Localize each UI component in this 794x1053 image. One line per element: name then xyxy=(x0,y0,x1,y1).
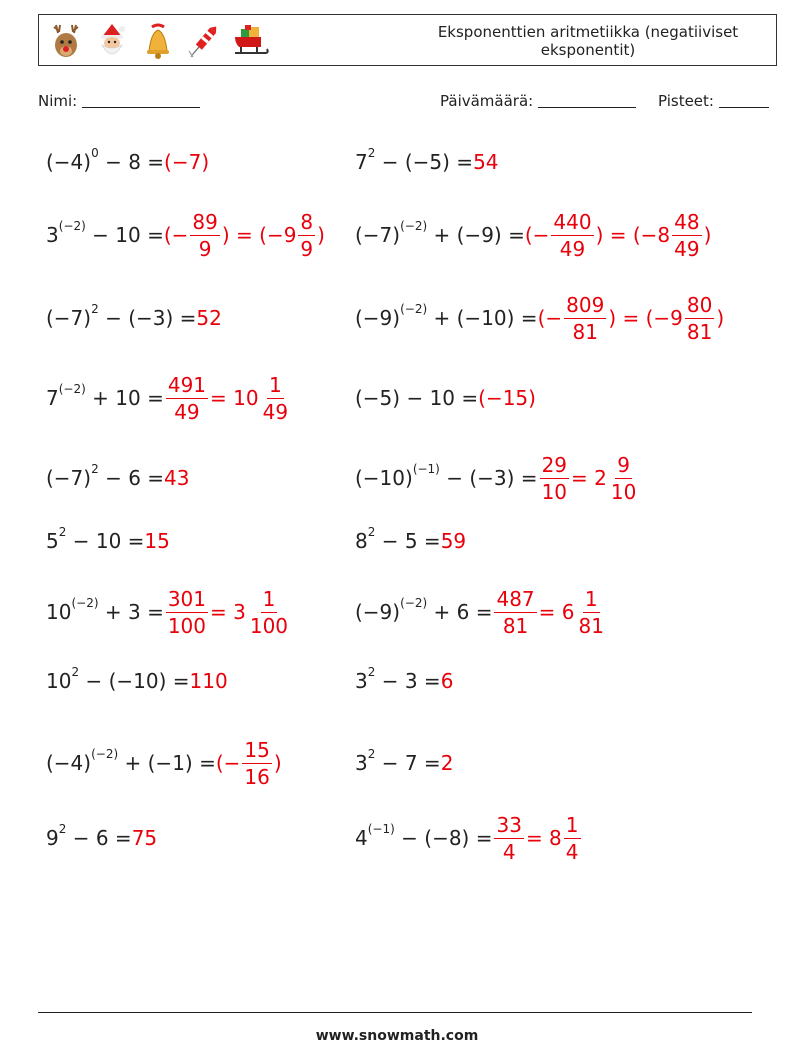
holiday-icons xyxy=(47,21,269,61)
firework-icon xyxy=(185,21,223,61)
fraction-denominator: 49 xyxy=(174,399,200,424)
fraction-denominator: 10 xyxy=(541,479,568,504)
exponent: (−2) xyxy=(400,302,428,317)
exponent: 2 xyxy=(367,146,376,161)
answer-fraction xyxy=(494,586,536,638)
fraction-numerator: 1 xyxy=(584,586,598,611)
problem-answer xyxy=(144,529,169,553)
problem-answer xyxy=(492,812,582,864)
fraction-denominator: 10 xyxy=(610,479,637,504)
date-blank xyxy=(538,93,636,108)
answer-text: ) xyxy=(273,751,282,775)
exponent: (−2) xyxy=(58,382,86,397)
problem-expression: $9^2 - 6$ = xyxy=(46,822,132,850)
problem-item xyxy=(46,651,228,711)
answer-fraction xyxy=(166,586,208,638)
problem-item xyxy=(46,448,190,508)
answer-mixed-fraction xyxy=(672,209,701,261)
fraction-numerator: 29 xyxy=(541,452,568,477)
problem-expression: $3^2 - 3$ = xyxy=(355,665,441,693)
problem-expression: $10^2 - (-10)$ = xyxy=(46,665,190,693)
exponent: 2 xyxy=(58,822,67,837)
fraction-numerator: 48 xyxy=(674,209,700,234)
answer-fraction xyxy=(564,292,606,344)
exponent: (−1) xyxy=(412,462,440,477)
problem-answer xyxy=(441,751,454,775)
name-field xyxy=(38,92,200,110)
answer-mixed-fraction xyxy=(564,812,581,864)
fraction-denominator: 81 xyxy=(578,613,604,638)
problem-item xyxy=(46,511,170,571)
answer-text: ) xyxy=(317,223,325,247)
answer-mixed-fraction xyxy=(298,209,315,261)
exponent: 2 xyxy=(58,525,67,540)
problem-item xyxy=(355,651,453,711)
problem-expression: $(-7)^{(-2)} + (-9)$ = xyxy=(355,219,525,247)
problem-answer xyxy=(473,150,498,174)
fraction-denominator: 49 xyxy=(262,399,289,424)
problem-answer xyxy=(441,529,466,553)
fraction-numerator: 1 xyxy=(565,812,579,837)
score-field xyxy=(658,92,769,110)
problem-expression: $(-4)^{(-2)} + (-1)$ = xyxy=(46,747,216,775)
problem-item xyxy=(355,368,536,428)
fraction-numerator: 1 xyxy=(262,586,276,611)
reindeer-icon xyxy=(47,21,85,61)
problem-answer xyxy=(215,737,282,789)
problem-answer xyxy=(478,386,536,410)
exponent: 2 xyxy=(71,665,80,680)
problem-item xyxy=(355,132,499,192)
problem-answer xyxy=(196,306,221,330)
fraction-numerator: 1 xyxy=(268,372,282,397)
fraction-numerator: 80 xyxy=(686,292,713,317)
fraction-denominator: 16 xyxy=(244,764,270,789)
problem-answer xyxy=(524,209,712,261)
problem-answer xyxy=(441,669,454,693)
problem-expression: $10^{(-2)} + 3$ = xyxy=(46,596,164,624)
problem-item xyxy=(355,511,466,571)
problem-answer xyxy=(132,826,157,850)
fraction-denominator: 9 xyxy=(300,236,314,261)
answer-text: ) xyxy=(703,223,712,247)
answer-text: 54 xyxy=(473,150,499,174)
problem-answer xyxy=(538,452,641,504)
problem-expression: $3^2 - 7$ = xyxy=(355,747,441,775)
answer-text: (−15) xyxy=(478,386,536,410)
problem-answer xyxy=(164,372,292,424)
problem-item xyxy=(46,368,292,428)
answer-fraction xyxy=(166,372,208,424)
footer-url: www.snowmath.com xyxy=(315,1028,479,1044)
worksheet-title: Eksponenttien aritmetiikka (negatiiviset eksponentit) xyxy=(437,23,739,59)
problem-item xyxy=(355,733,453,793)
fraction-numerator: 9 xyxy=(617,452,630,477)
exponent: (−2) xyxy=(58,219,86,234)
answer-text: (− xyxy=(215,751,241,775)
answer-mixed-fraction xyxy=(577,586,606,638)
answer-text: (− xyxy=(524,223,550,247)
name-label: Nimi: xyxy=(38,92,78,110)
problem-expression: $(-7)^2 - 6$ = xyxy=(46,462,165,490)
problem-expression: $(-4)^0 - 8$ = xyxy=(46,146,165,174)
problem-answer xyxy=(492,586,607,638)
problem-answer xyxy=(163,209,325,261)
score-label: Pisteet: xyxy=(658,92,714,110)
answer-fraction xyxy=(551,209,593,261)
fraction-numerator: 33 xyxy=(496,812,522,837)
problem-item xyxy=(355,205,711,265)
fraction-numerator: 487 xyxy=(496,586,535,611)
problem-answer xyxy=(164,586,292,638)
answer-mixed-fraction xyxy=(261,372,290,424)
answer-text: (− xyxy=(163,223,189,247)
date-label: Päivämäärä: xyxy=(440,92,534,110)
fraction-numerator: 301 xyxy=(167,586,207,611)
fraction-numerator: 8 xyxy=(300,209,314,234)
answer-fraction xyxy=(190,209,219,261)
fraction-denominator: 9 xyxy=(198,236,212,261)
answer-mixed-fraction xyxy=(248,586,290,638)
exponent: (−2) xyxy=(400,596,428,611)
problem-expression: (−5) − 10 = xyxy=(355,386,479,410)
answer-mixed-fraction xyxy=(685,292,714,344)
problem-item xyxy=(46,205,325,265)
problem-answer xyxy=(537,292,725,344)
problem-expression: $(-7)^2 - (-3)$ = xyxy=(46,302,197,330)
problem-item xyxy=(46,808,157,868)
answer-text: (−7) xyxy=(164,150,210,174)
answer-text: 52 xyxy=(196,306,222,330)
problem-item xyxy=(355,448,640,508)
problem-expression: $7^2 - (-5)$ = xyxy=(355,146,474,174)
answer-text: 75 xyxy=(131,826,158,850)
problem-item xyxy=(46,733,282,793)
answer-text: ) = (−9 xyxy=(221,223,297,247)
exponent: 2 xyxy=(91,302,99,317)
sleigh-icon xyxy=(231,21,269,61)
answer-fraction xyxy=(540,452,569,504)
exponent: (−2) xyxy=(91,747,119,762)
answer-text: 110 xyxy=(189,669,228,693)
problem-item xyxy=(355,582,608,642)
problem-expression: $7^{(-2)} + 10$ = xyxy=(46,382,164,410)
problem-expression: $5^2 - 10$ = xyxy=(46,525,145,553)
answer-text: 43 xyxy=(164,466,190,490)
name-blank xyxy=(82,93,200,108)
answer-text: ) = (−9 xyxy=(608,306,683,330)
fraction-denominator: 100 xyxy=(167,613,207,638)
exponent: (−2) xyxy=(400,219,428,234)
date-field xyxy=(440,92,636,110)
exponent: 2 xyxy=(91,462,99,477)
score-blank xyxy=(719,93,769,108)
answer-fraction xyxy=(242,737,271,789)
fraction-denominator: 81 xyxy=(502,613,529,638)
fraction-numerator: 440 xyxy=(553,209,592,234)
fraction-numerator: 89 xyxy=(192,209,218,234)
fraction-denominator: 49 xyxy=(559,236,586,261)
fraction-denominator: 49 xyxy=(674,236,700,261)
answer-text: = 3 xyxy=(210,600,246,624)
answer-fraction xyxy=(494,812,523,864)
problem-expression: $(-9)^{(-2)} + (-10)$ = xyxy=(355,302,538,330)
answer-text: ) = (−8 xyxy=(595,223,671,247)
problem-expression: $4^{(-1)} - (-8)$ = xyxy=(355,822,493,850)
fraction-numerator: 491 xyxy=(167,372,207,397)
problem-expression: $3^{(-2)} - 10$ = xyxy=(46,219,164,247)
answer-text: 6 xyxy=(440,669,454,693)
fraction-numerator: 809 xyxy=(566,292,605,317)
answer-text: (− xyxy=(537,306,563,330)
answer-text: = 2 xyxy=(571,466,607,490)
answer-mixed-fraction xyxy=(609,452,638,504)
exponent: (−1) xyxy=(367,822,395,837)
problem-item xyxy=(355,808,583,868)
bell-icon xyxy=(139,21,177,61)
fraction-numerator: 15 xyxy=(244,737,270,762)
problem-item xyxy=(46,582,292,642)
problem-expression: $(-10)^{(-1)} - (-3)$ = xyxy=(355,462,538,490)
exponent: 2 xyxy=(367,747,376,762)
problem-item xyxy=(46,288,222,348)
problem-expression: $(-9)^{(-2)} + 6$ = xyxy=(355,596,493,624)
fraction-denominator: 4 xyxy=(565,839,579,864)
answer-text: = 6 xyxy=(538,600,575,624)
footer-divider xyxy=(38,1012,752,1013)
answer-text: 59 xyxy=(440,529,467,553)
worksheet-header xyxy=(38,14,777,66)
santa-icon xyxy=(93,21,131,61)
problem-answer xyxy=(164,466,189,490)
exponent: (−2) xyxy=(71,596,99,611)
answer-text: 2 xyxy=(440,751,454,775)
exponent: 2 xyxy=(367,525,376,540)
problem-item xyxy=(46,132,209,192)
problem-item xyxy=(355,288,724,348)
problem-expression: $8^2 - 5$ = xyxy=(355,525,441,553)
problem-answer xyxy=(190,669,228,693)
answer-text: ) xyxy=(716,306,725,330)
exponent: 2 xyxy=(367,665,376,680)
fraction-denominator: 81 xyxy=(686,319,713,344)
fraction-denominator: 100 xyxy=(249,613,289,638)
answer-text: = 8 xyxy=(525,826,562,850)
answer-text: 15 xyxy=(144,529,170,553)
problem-answer xyxy=(164,150,209,174)
fraction-denominator: 4 xyxy=(502,839,516,864)
fraction-denominator: 81 xyxy=(572,319,598,344)
exponent: 0 xyxy=(91,146,99,161)
answer-text: = 10 xyxy=(210,386,259,410)
